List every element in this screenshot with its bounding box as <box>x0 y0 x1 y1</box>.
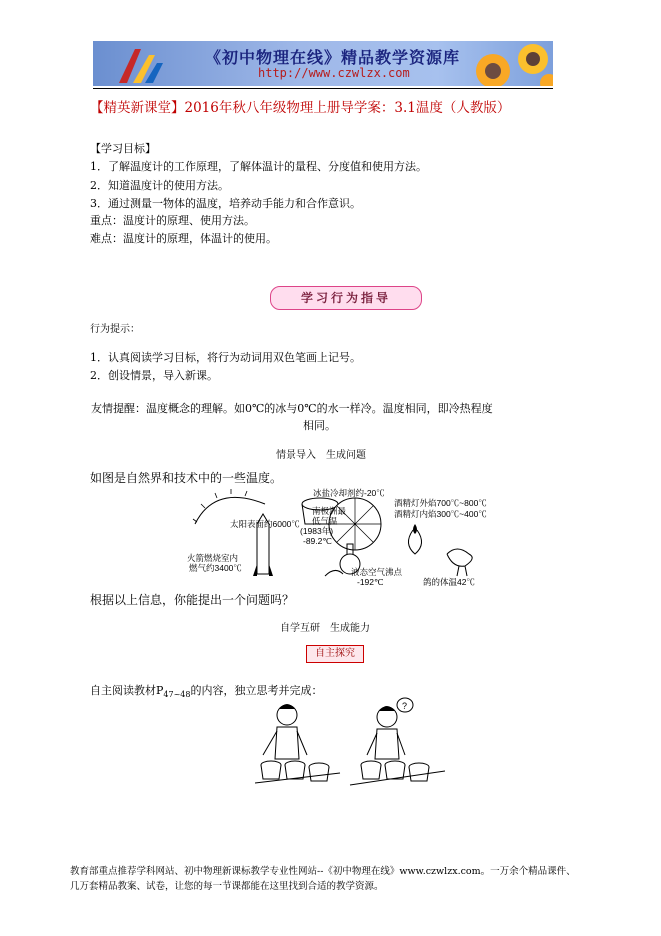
temperature-figure <box>185 484 485 590</box>
label-antarctic: 低气温 <box>312 516 338 526</box>
self-explore-badge: 自主探究 <box>306 645 364 663</box>
label-pigeon: 鸽的体温42℃ <box>423 577 475 587</box>
label-liquid-air: 液态空气沸点 <box>351 567 403 577</box>
section-badge: 学习行为指导 <box>270 286 422 310</box>
objective-item: 3．通过测量一物体的温度，培养动手能力和合作意识。 <box>90 197 361 210</box>
self-study-heading: 自学互研 生成能力 <box>280 623 370 634</box>
tip-item: 2．创设情景，导入新课。 <box>90 369 218 382</box>
label-sun: 太阳表面约6000℃ <box>230 519 300 529</box>
difficulty-point: 难点：温度计的原理，体温计的使用。 <box>90 232 277 245</box>
read-text-pages: 47~48 <box>163 690 191 700</box>
friendly-tip-line2: 相同。 <box>303 419 336 432</box>
label-salt-ice: 冰盐冷却剂约-20℃ <box>313 488 385 498</box>
tips-heading: 行为提示： <box>90 324 140 335</box>
doc-title: 【精英新课堂】2016年秋八年级物理上册导学案：3.1温度（人教版） <box>90 100 511 116</box>
thought-bubble-mark: ? <box>402 701 408 711</box>
read-text-pre: 自主阅读教材P <box>90 684 164 697</box>
label-flame-outer: 酒精灯外焰700℃~800℃ <box>394 498 487 508</box>
friendly-tip-line1: 友情提醒：温度概念的理解。如0℃的冰与0℃的水一样冷。温度相同，即冷热程度 <box>91 402 493 415</box>
label-rocket: 火箭燃烧室内 <box>187 553 239 563</box>
tip-item: 1．认真阅读学习目标，将行为动词用双色笔画上记号。 <box>90 351 361 364</box>
question-text: 根据以上信息，你能提出一个问题吗？ <box>90 593 295 607</box>
label-antarctic: 南极洲最 <box>312 506 347 516</box>
footer <box>70 864 576 894</box>
banner-title: 《初中物理在线》精品教学资源库 <box>205 48 461 67</box>
label-flame-inner: 酒精灯内焰300℃~400℃ <box>394 509 487 519</box>
header-banner <box>93 41 553 86</box>
experiment-illustration <box>255 697 445 792</box>
sunflower-image <box>463 41 553 86</box>
read-text-post: 的内容，独立思考并完成： <box>190 684 323 697</box>
label-antarctic: (1983年) <box>300 526 334 536</box>
footer-line2: 几万套精品教案、试卷，让您的每一节课都能在这里找到合适的教学资源。 <box>70 881 384 892</box>
label-antarctic: -89.2℃ <box>303 536 332 546</box>
label-rocket: 燃气约3400℃ <box>189 563 242 573</box>
key-point: 重点：温度计的原理、使用方法。 <box>90 214 255 227</box>
header-rule <box>93 88 553 89</box>
intro-text: 如图是自然界和技术中的一些温度。 <box>90 471 283 485</box>
label-liquid-air: -192℃ <box>357 577 384 587</box>
objective-item: 2．知道温度计的使用方法。 <box>90 179 229 192</box>
banner-url: http://www.czwlzx.com <box>258 66 410 80</box>
objectives-heading: 【学习目标】 <box>90 142 156 155</box>
site-logo <box>111 41 166 86</box>
footer-line1: 教育部重点推荐学科网站、初中物理新课标教学专业性网站--《初中物理在线》www.czwlzx.com。一万余个精品课件、 <box>70 866 576 877</box>
scene-heading: 情景导入 生成问题 <box>276 450 366 461</box>
objective-item: 1．了解温度计的工作原理，了解体温计的量程、分度值和使用方法。 <box>90 160 427 173</box>
